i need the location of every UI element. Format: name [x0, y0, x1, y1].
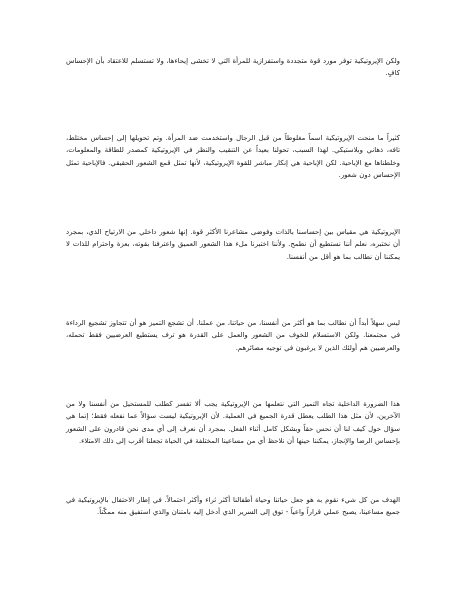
paragraph-1: ولكن الإيروتيكية توفر مورد قوة متجددة واستفزازية للمرأة التي لا تخشى إيحاءها، ولا تستسلم للاعتقاد بأن الإحساس كافٍ. [66, 57, 400, 78]
paragraph-6: الهدف من كل شيء نقوم به هو جعل حياتنا وحياة أطفالنا أكثر ثراء وأكثر احتمالاً. في إطار الاحتفال بالإيروتيكية في جميع مساعينا، يصبح عملي قراراً واعياً - توق إلى السرير الذي أدخل إليه بامتنان والذي استفيق منه ممكّناً. [66, 496, 400, 517]
paragraph-5: هذا الضرورة الداخلية تجاه التميز التي نتعلمها من الإيروتيكية يجب ألا تفسر كطلب للمستحيل من أنفسنا ولا من الآخرين، لأن مثل هذا الطلب يعطل قدرة الجميع في العملية. لأن الإيروتيكية ليست سؤالاً عما نفعله فقط؛ إنما هي سؤال حول كيف لنا أن نحس حقاً وبشكل كامل أثناء الفعل. بمجرد أن نعرف إلى أي مدى نحن قادرون على الشعور بإحساس الرضا والإنجاز، يمكننا حينها أن نلاحظ أي من مساعينا المختلفة في الحياة تجعلنا أقرب إلى ذلك الامتلاء. [66, 400, 400, 446]
paragraph-4: ليس سهلاً أبداً أن نطالب بما هو أكثر من أنفسنا، من حياتنا، من عملنا. أن تشجع التميز هو أن تتجاوز تشجيع الرداءة في مجتمعنا. ولكن الاستسلام للخوف من الشعور والعمل على القدرة هو ترف يستطيع العرضيين فقط تحمله، والعرضيين هم أولئك الذين لا يرغبون في توجيه مصائرهم. [66, 319, 400, 352]
paragraph-3: الإيروتيكية هي مقياس بين إحساسنا بالذات وفوضى مشاعرنا الأكثر قوة. إنها شعور داخلي من الارتياح الذي، بمجرد أن نختبره، نعلم أننا نستطيع أن نطمح. ولأننا اختبرنا ملء هذا الشعور العميق واعترفنا بقوته، بعزة واحترام للذات لا يمكننا أن نطالب بما هو أقل من أنفسنا. [66, 228, 400, 261]
paragraph-2: كثيراً ما منحت الإيروتيكية اسماً مغلوطاً من قبل الرجال واستخدمت ضد المرأة. وتم تحويلها إلى إحساس مختلط، تافه، ذهاني وبلاستيكي. لهذا السبب، تحولنا بعيداً عن التنقيب والنظر في الإيروتيكية كمصدر للطاقة والمعلومات، وخلطناها مع الإباحية. لكن الإباحية هي إنكار مباشر للقوة الإيروتيكية، لأنها تمثل قمع الشعور الحقيقي. فالإباحية تمثل الإحساس دون شعور. [66, 134, 400, 180]
